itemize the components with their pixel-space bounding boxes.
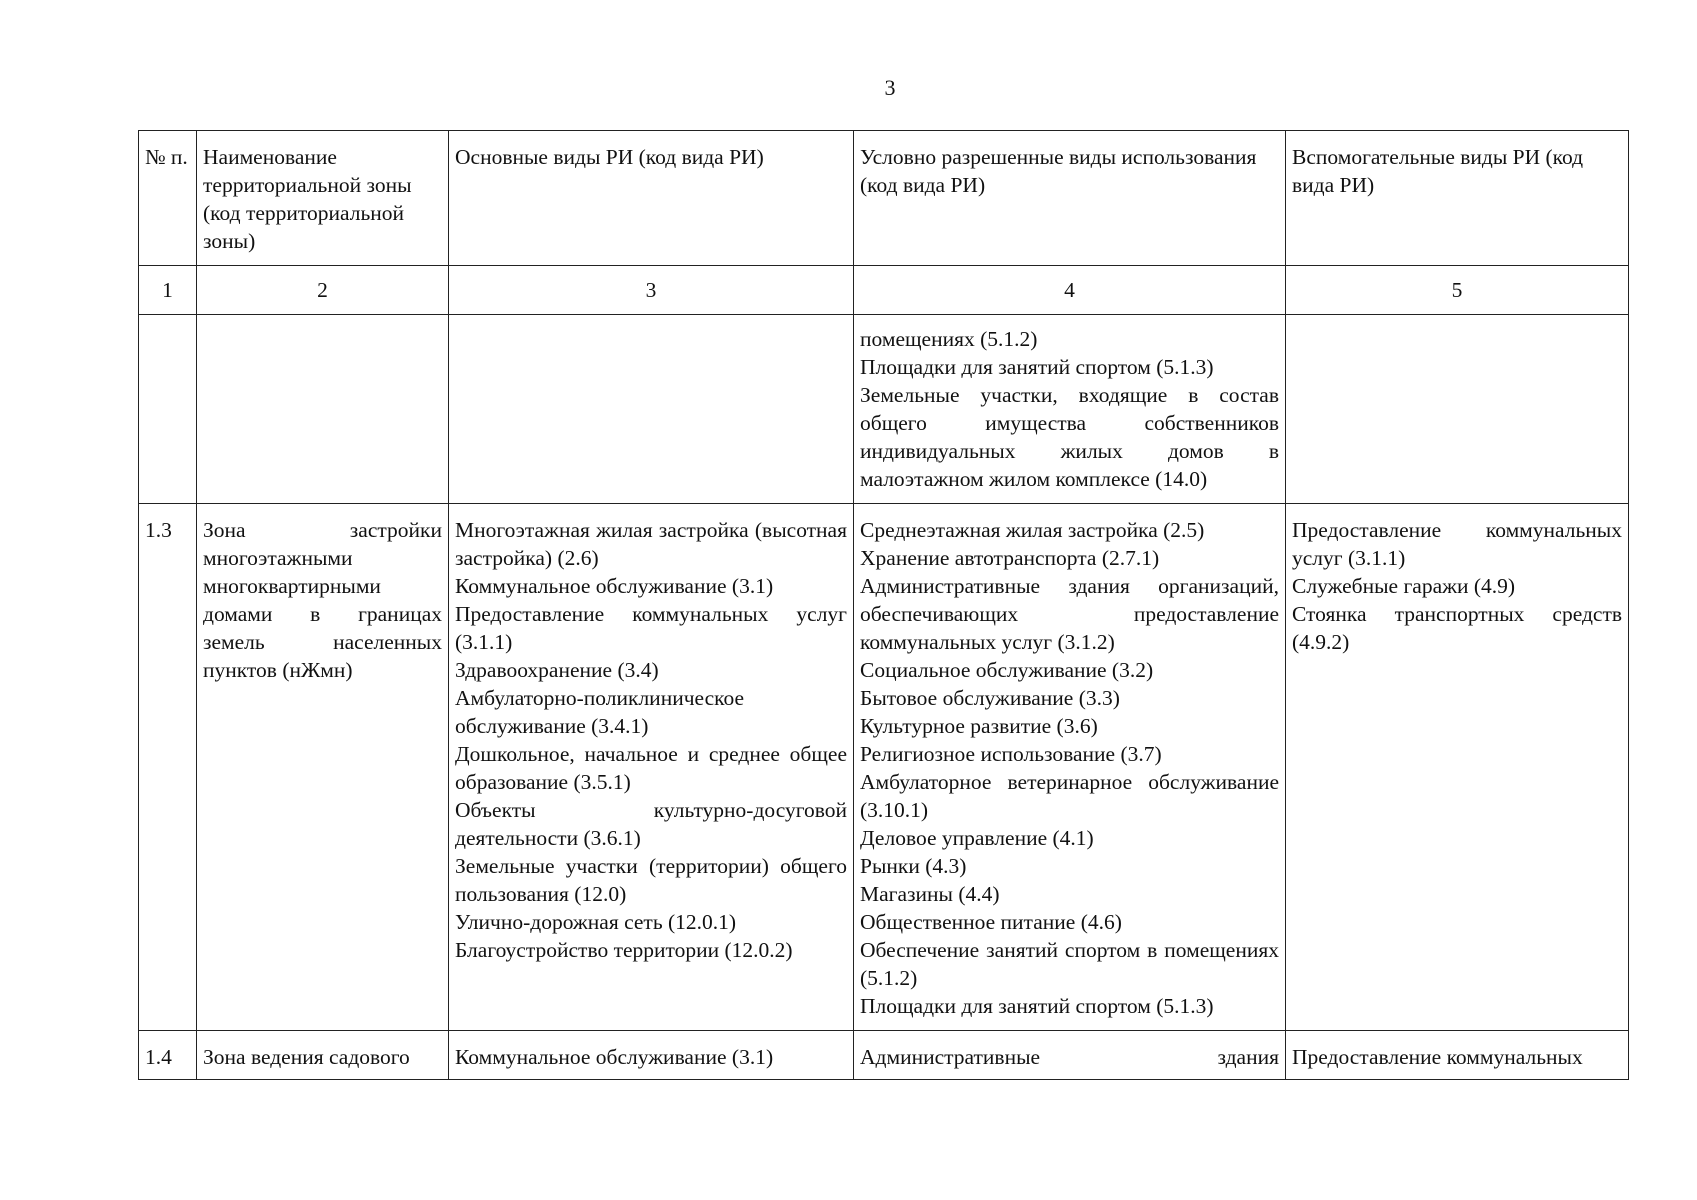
table-header-row <box>139 131 1629 266</box>
cell-number: 1.3 <box>139 504 197 1031</box>
list-item: Культурное развитие (3.6) <box>860 714 1098 738</box>
header-main-uses: Основные виды РИ (код вида РИ) <box>449 131 854 266</box>
list-item: Объекты культурно-досуговой деятельности (3.6.1) <box>455 798 847 850</box>
cell-zone <box>197 504 449 1031</box>
list-item: Административные здания организаций, обеспечивающих предоставление коммунальных услуг (3.1.2) <box>860 574 1279 654</box>
list-item: Площадки для занятий спортом (5.1.3) <box>860 994 1214 1018</box>
column-number: 4 <box>854 266 1286 315</box>
cell-auxiliary-uses <box>1286 1031 1629 1080</box>
list-item: Улично-дорожная сеть (12.0.1) <box>455 910 737 934</box>
list-item: Служебные гаражи (4.9) <box>1292 574 1516 598</box>
cell-auxiliary-uses <box>1286 504 1629 1031</box>
list-item: Земельные участки (территории) общего пользования (12.0) <box>455 854 847 906</box>
cell-number <box>139 315 197 504</box>
list-item: Многоэтажная жилая застройка (высотная застройка) (2.6) <box>455 518 847 570</box>
table-row-continuation <box>139 315 1629 504</box>
list-item: Амбулаторно-поликлиническое обслуживание (3.4.1) <box>455 686 745 738</box>
column-number: 1 <box>139 266 197 315</box>
list-item: Амбулаторное ветеринарное обслуживание (3.10.1) <box>860 770 1279 822</box>
list-item: Магазины (4.4) <box>860 882 1000 906</box>
list-item: Бытовое обслуживание (3.3) <box>860 686 1120 710</box>
list-item: Среднеэтажная жилая застройка (2.5) <box>860 518 1205 542</box>
zones-table <box>138 130 1629 1080</box>
column-number: 2 <box>197 266 449 315</box>
list-item: Религиозное использование (3.7) <box>860 742 1162 766</box>
list-item: Коммунальное обслуживание (3.1) <box>455 574 774 598</box>
table-row-1-3 <box>139 504 1629 1031</box>
list-item: Здравоохранение (3.4) <box>455 658 659 682</box>
zone-name: Зона застройки многоэтажными многоквартирными домами в границах земель населенных пунктов (нЖмн) <box>203 518 442 682</box>
cell-conditional-uses <box>854 504 1286 1031</box>
header-number: № п. <box>139 131 197 266</box>
table-row-1-4 <box>139 1031 1629 1080</box>
list-item: Общественное питание (4.6) <box>860 910 1122 934</box>
list-item: Социальное обслуживание (3.2) <box>860 658 1154 682</box>
list-item: Хранение автотранспорта (2.7.1) <box>860 546 1160 570</box>
list-item: помещениях (5.1.2) <box>860 327 1038 351</box>
header-zone-name: Наименование территориальной зоны (код территориальной зоны) <box>197 131 449 266</box>
column-number: 5 <box>1286 266 1629 315</box>
cell-main-uses <box>449 504 854 1031</box>
list-item: Стоянка транспортных средств (4.9.2) <box>1292 602 1622 654</box>
list-item: Обеспечение занятий спортом в помещениях (5.1.2) <box>860 938 1279 990</box>
list-item: Административные здания <box>860 1045 1279 1069</box>
cell-auxiliary-uses <box>1286 315 1629 504</box>
list-item: Рынки (4.3) <box>860 854 967 878</box>
cell-main-uses <box>449 315 854 504</box>
list-item: Предоставление коммунальных услуг (3.1.1) <box>455 602 847 654</box>
list-item: Земельные участки, входящие в состав общего имущества собственников индивидуальных жилых домов в малоэтажном жилом комплексе (14.0) <box>860 383 1279 491</box>
header-auxiliary-uses: Вспомогательные виды РИ (код вида РИ) <box>1286 131 1629 266</box>
list-item: Предоставление коммунальных услуг (3.1.1) <box>1292 518 1622 570</box>
cell-number: 1.4 <box>139 1031 197 1080</box>
list-item: Площадки для занятий спортом (5.1.3) <box>860 355 1214 379</box>
cell-conditional-uses <box>854 1031 1286 1080</box>
cell-conditional-uses <box>854 315 1286 504</box>
list-item: Благоустройство территории (12.0.2) <box>455 938 793 962</box>
column-numbers-row <box>139 266 1629 315</box>
list-item: Коммунальное обслуживание (3.1) <box>455 1045 774 1069</box>
cell-main-uses <box>449 1031 854 1080</box>
header-conditional-uses: Условно разрешенные виды использования (код вида РИ) <box>854 131 1286 266</box>
list-item: Предоставление коммунальных <box>1292 1045 1583 1069</box>
column-number: 3 <box>449 266 854 315</box>
page-number: 3 <box>884 75 896 100</box>
list-item: Дошкольное, начальное и среднее общее образование (3.5.1) <box>455 742 847 794</box>
list-item: Деловое управление (4.1) <box>860 826 1094 850</box>
cell-zone <box>197 1031 449 1080</box>
zone-name: Зона ведения садового <box>203 1045 410 1069</box>
cell-zone <box>197 315 449 504</box>
